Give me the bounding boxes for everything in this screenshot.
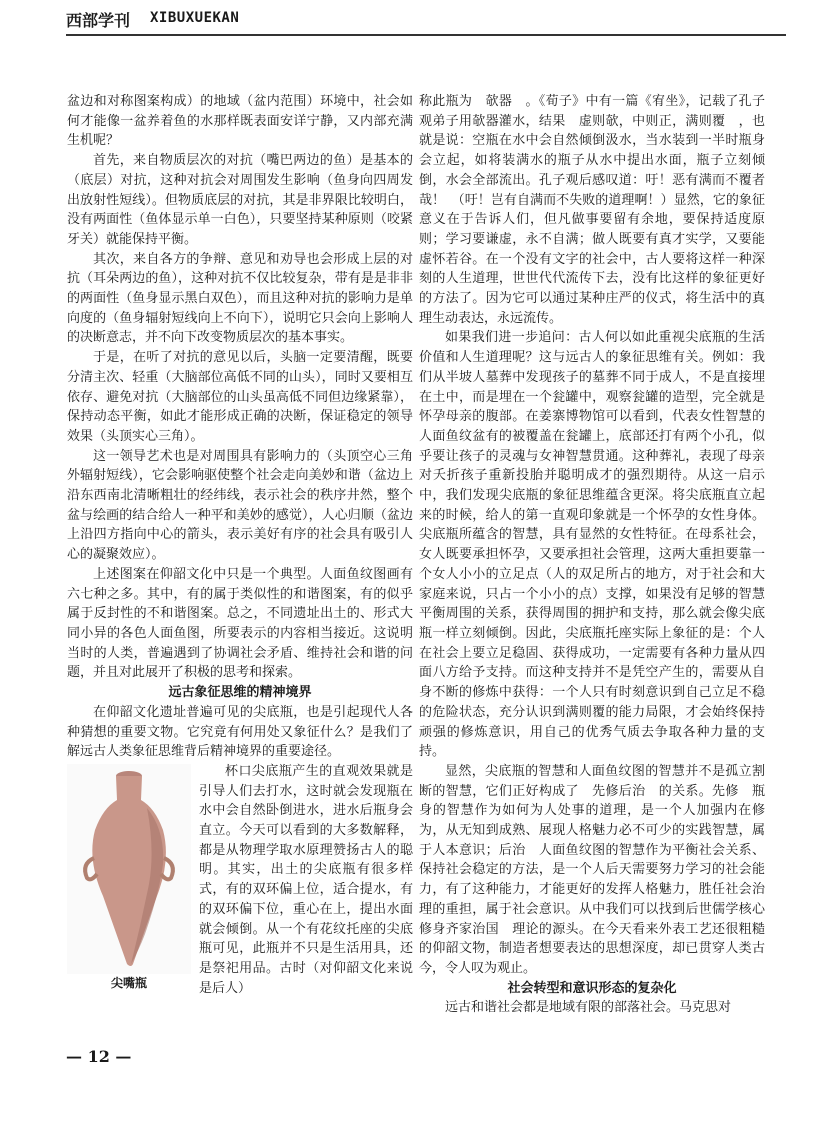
paragraph: 盆边和对称图案构成）的地域（盆内范围）环境中，社会如何才能像一盆养着鱼的水那样既表面安详宁静，又内部充满生机呢？ — [67, 94, 413, 149]
paragraph: 远古和谐社会都是地域有限的部落社会。马克思对 — [445, 1000, 732, 1016]
running-header — [66, 8, 766, 32]
paragraph: 这一领导艺术也是对周围具有影响力的（头顶空心三角外辐射短线），它会影响驱使整个社会走向美妙和谐（盆边上沿东西南北清晰粗壮的经纬线，表示社会的秩序井然，整个盆与绘画的结合给人一种平和美妙的感觉），人心归顺（盆边上沿四方指向中心的箭头，表示美好有序的社会具有吸引人心的凝聚效应）。 — [67, 448, 413, 563]
paragraph: 如果我们进一步追问：古人何以如此重视尖底瓶的生活价值和人生道理呢？这与远古人的象征思维有关。例如：我们从半坡人墓葬中发现孩子的墓葬不同于成人，不是直接埋在土中，而是埋在一个瓮罐中，观察瓮罐的造型，完全就是怀孕母亲的腹部。在姜寨博物馆可以看到，代表女性智慧的人面鱼纹盆有的被覆盖在瓮罐上，底部还打有两个小孔，似乎要让孩子的灵魂与女神智慧贯通。这种葬礼，表现了母亲对夭折孩子重新投胎并聪明成才的强烈期待。从这一启示中，我们发现尖底瓶的象征思维蕴含更深。将尖底瓶直立起来的时候，给人的第一直观印象就是一个怀孕的女性身体。尖底瓶所蕴含的智慧，具有显然的女性特征。在母系社会，女人既要承担怀孕，又要承担社会管理，这两大重担要靠一个女人小小的立足点（人的双足所占的地方，对于社会和大家庭来说，只占一个小小的点）支撑，如果没有足够的智慧平衡周围的关系，获得周围的拥护和支持，那么就会像尖底瓶一样立刻倾倒。因此，尖底瓶托座实际上象征的是：个人在社会上要立足稳固、获得成功，一定需要有各种力量从四面八方给予支持。而这种支持并不是凭空产生的，需要从自身不断的修炼中获得：一个人只有时刻意识到自己立足不稳的危险状态，充分认识到满则覆的能力局限，才会始终保持顽强的修炼意识，用自己的优秀气质去争取各种力量的支持。 — [419, 330, 765, 760]
paragraph: 称此瓶为 欹器 。《荀子》中有一篇《宥坐》，记载了孔子观弟子用欹器灌水，结果 虚则欹，中则正，满则覆 ，也就是说：空瓶在水中会自然倾倒汲水，当水装到一半时瓶身会立起，如将装满水的瓶子从水中提出水面，瓶子立刻倾倒，水会全部流出。孔子观后感叹道：吁！恶有满而不覆者哉！ （吁！岂有自满而不失败的道理啊！）显然，它的象征意义在于告诉人们，但凡做事要留有余地，要保持适度原则；学习要谦虚，永不自满；做人既要有真才实学，又要能虚怀若谷。在一个没有文字的社会中，古人要将这样一种深刻的人生道理，世世代代流传下去，没有比这样的象征更好的方法了。因为它可以通过某种庄严的仪式，将生活中的真理生动表达，永远流传。 — [419, 94, 765, 326]
paragraph: 杯口尖底瓶产生的直观效果就是引导人们去打水，这时就会发现瓶在水中会自然卧倒进水，进水后瓶身会直立。今天可以看到的大多数解释，都是从物理学取水原理赞扬古人的聪明。其实，出土的尖底瓶有很多样式，有的双环偏上位，适合提水，有的双环偏下位，重心在上，提出水面就会倾倒。从一个有花纹托座的尖底瓶可见，此瓶并不只是生活用具，还是祭祀用品。古时（对仰韶文化来说是后人） — [199, 763, 413, 996]
section-heading: 社会转型和意识形态的复杂化 — [507, 980, 677, 996]
paragraph: 显然，尖底瓶的智慧和人面鱼纹图的智慧并不是孤立割断的智慧，它们正好构成了 先修后治 的关系。先修 瓶身的智慧作为如何为人处事的道理，是一个人加强内在修为，从无知到成熟、展现人格魅力必不可少的实践智慧，属于人本意识；后治 人面鱼纹图的智慧作为平衡社会关系、保持社会稳定的方法，是一个人后天需要努力学习的社会能力，有了这种能力，才能更好的发挥人格魅力，胜任社会治理的重担，属于社会意识。从中我们可以找到后世儒学核心 修身齐家治国 理论的源头。在今天看来外表工艺还很粗糙的仰韶文物，制造者想要表达的思想深度，却已贯穿人类古今，令人叹为观止。 — [419, 763, 779, 976]
journal-title-cn: 西部学刊 — [66, 11, 131, 30]
figure — [67, 764, 191, 994]
paragraph: 在仰韶文化遗址普遍可见的尖底瓶，也是引起现代人各种猜想的重要文物。它究竟有何用处又象征什么？是我们了解远古人类象征思维背后精神境界的重要途径。 — [67, 704, 413, 760]
paragraph: 上述图案在仰韶文化中只是一个典型。人面鱼纹图画有六七种之多。其中，有的属于类似性的和谐图案，有的似乎属于反封性的不和谐图案。总之，不同遗址出土的、形式大同小异的各色人面鱼图，所要表示的内容相当接近。这说明当时的人类，普遍遇到了协调社会矛盾、维持社会和谐的问题，并且对此展开了积极的思考和探索。 — [67, 566, 413, 681]
page-number: — 12 — — [66, 1047, 132, 1066]
right-column — [419, 92, 779, 1018]
paragraph: 首先，来自物质层次的对抗（嘴巴两边的鱼）是基本的（底层）对抗，这种对抗会对周围发生影响（鱼身向四周发出放射性短线）。但物质底层的对抗，其是非界限比较明白，没有两面性（鱼体显示单一白色），只要坚持某种原则（咬紧牙关）就能保持平衡。 — [67, 153, 413, 247]
pointed-bottle-image — [67, 764, 191, 974]
paragraph: 其次，来自各方的争辩、意见和劝导也会形成上层的对抗（耳朵两边的鱼），这种对抗不仅比较复杂，带有是是非非的两面性（鱼身显示黑白双色），而且这种对抗的影响力是单向度的（鱼身辐射短线向上不向下），说明它只会向上影响人的决断意志，并不向下改变物质层次的基本事实。 — [67, 251, 413, 346]
section-heading: 远古象征思维的精神境界 — [168, 685, 312, 701]
paragraph: 于是，在听了对抗的意见以后，头脑一定要清醒，既要分清主次、轻重（大脑部位高低不同的山头），同时又要相互依存、避免对抗（大脑部位的山头虽高低不同但边缘紧靠），保持动态平衡，如此才能形成正确的决断，保证稳定的领导效果（头顶实心三角）。 — [67, 350, 413, 444]
figure-caption: 尖嘴瓶 — [110, 976, 147, 991]
left-column — [67, 92, 413, 998]
journal-title-en: XIBUXUEKAN — [150, 10, 240, 26]
header-rule — [66, 34, 786, 36]
